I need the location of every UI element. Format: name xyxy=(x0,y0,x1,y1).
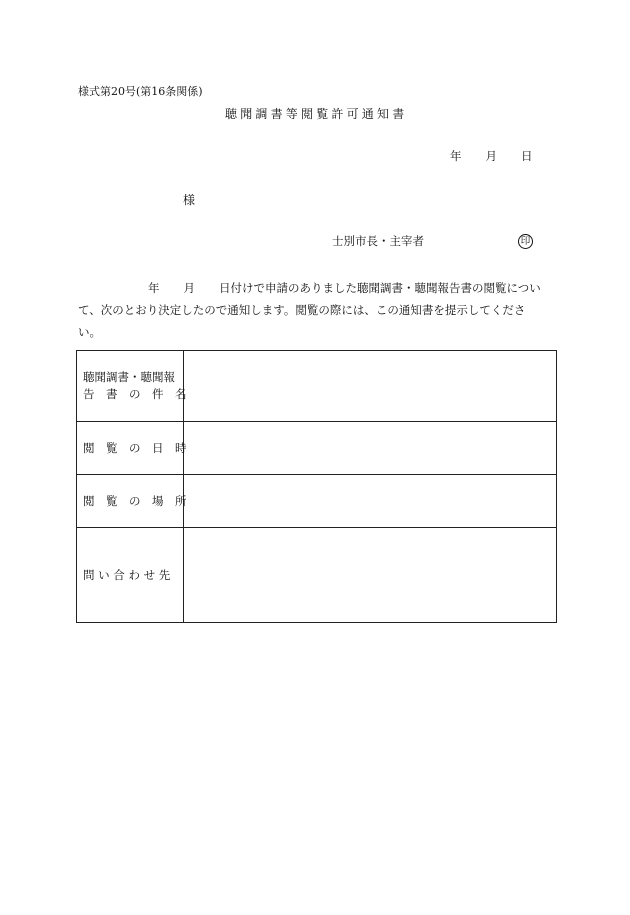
body-line3: い。 xyxy=(78,325,101,339)
datetime-field[interactable] xyxy=(184,422,557,475)
row-label-case-name: 聴聞調書・聴聞報 告 書 の 件 名 xyxy=(77,351,184,422)
info-table xyxy=(76,350,557,623)
notice-body xyxy=(78,277,563,343)
body-line2: て、次のとおり決定したので通知します。閲覧の際には、この通知書を提示してくださ xyxy=(78,303,526,317)
body-line1: 日付けで申請のありました聴聞調書・聴聞報告書の閲覧につい xyxy=(219,281,541,295)
seal-mark: 印 xyxy=(518,234,533,249)
body-year-label: 年 xyxy=(148,281,160,295)
row-label-contact: 問 い 合 わ せ 先 xyxy=(77,528,184,623)
row-label-datetime: 閲 覧 の 日 時 xyxy=(77,422,184,475)
form-number: 様式第20号(第16条関係) xyxy=(78,85,203,98)
addressee-suffix: 様 xyxy=(183,193,196,207)
year-label: 年 xyxy=(450,149,462,163)
month-label: 月 xyxy=(485,149,497,163)
table-row xyxy=(77,475,557,528)
case-name-field[interactable] xyxy=(184,351,557,422)
issue-date xyxy=(450,151,533,163)
day-label: 日 xyxy=(521,149,533,163)
contact-field[interactable] xyxy=(184,528,557,623)
table-row xyxy=(77,351,557,422)
location-field[interactable] xyxy=(184,475,557,528)
issuer-name: 士別市長・主宰者 xyxy=(332,234,424,248)
row-label-location: 閲 覧 の 場 所 xyxy=(77,475,184,528)
table-row xyxy=(77,528,557,623)
table-row xyxy=(77,422,557,475)
document-title: 聴聞調書等閲覧許可通知書 xyxy=(225,107,408,121)
body-month-label: 月 xyxy=(183,281,195,295)
